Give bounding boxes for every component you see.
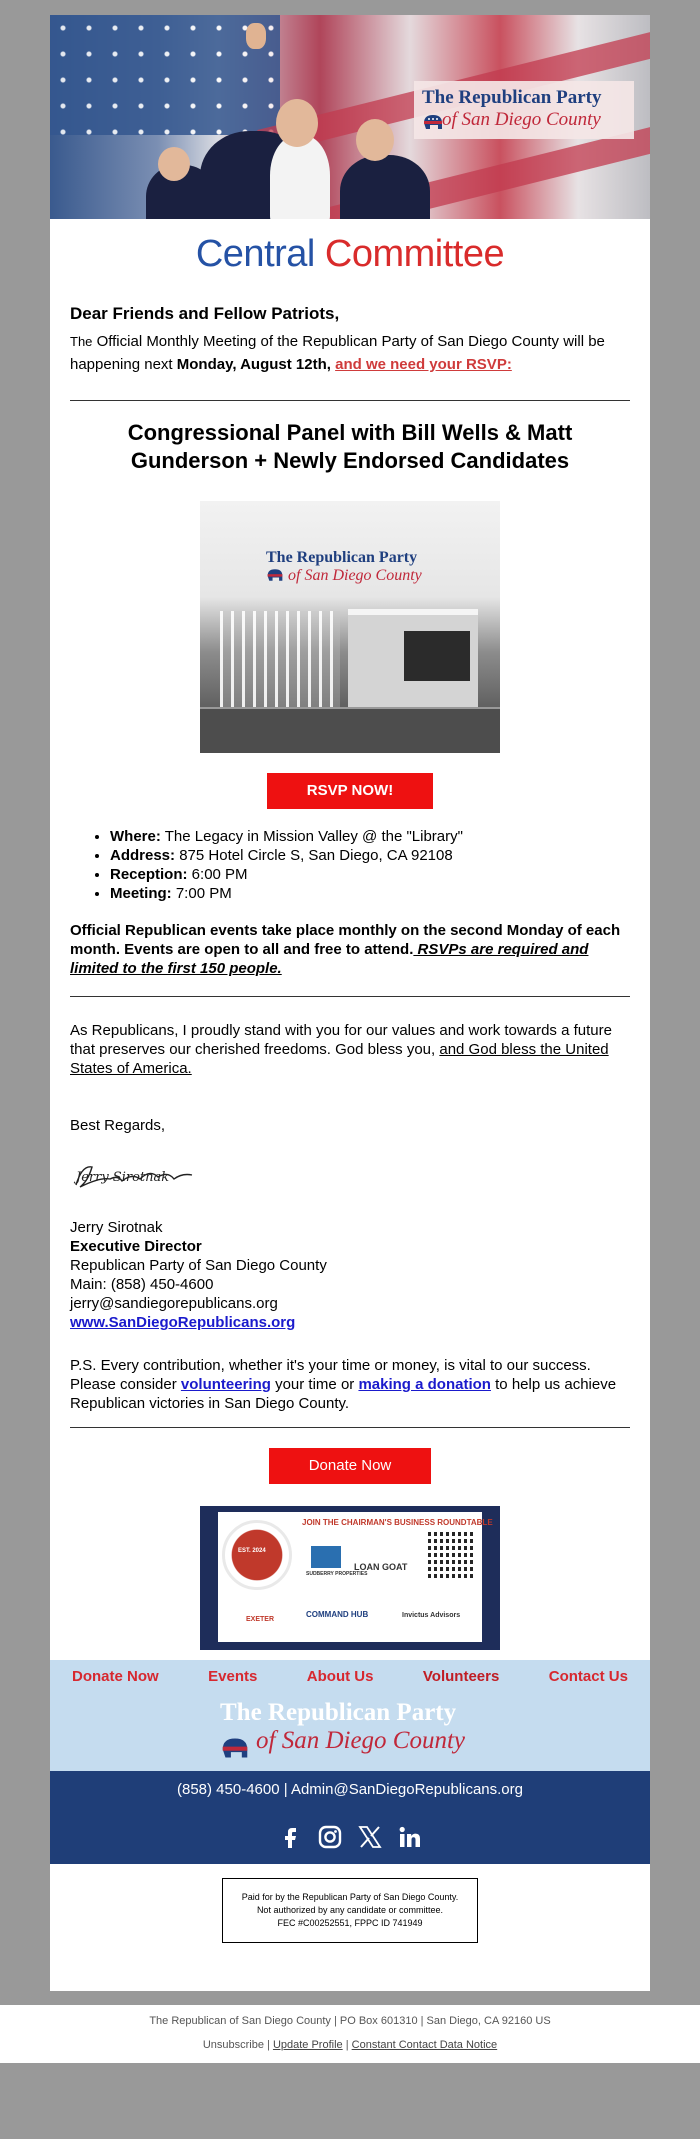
volunteering-link[interactable]: volunteering bbox=[180, 1376, 271, 1393]
x-icon[interactable] bbox=[357, 1824, 383, 1850]
nav-events[interactable]: Events bbox=[208, 1668, 258, 1685]
business-roundtable-banner[interactable]: EST. 2024 JOIN THE CHAIRMAN'S BUSINESS ROUNDTABLE SUDBERRY PROPERTIES LOAN GOAT EXETER COMMAND HUB Invictus Advisors bbox=[200, 1506, 500, 1650]
facebook-icon[interactable] bbox=[277, 1824, 303, 1850]
rsvp-link[interactable]: and we need your RSVP: bbox=[335, 356, 512, 373]
raised-fist bbox=[246, 23, 266, 49]
donation-link[interactable]: making a donation bbox=[358, 1376, 491, 1393]
divider bbox=[70, 996, 630, 997]
elephant-icon bbox=[422, 111, 444, 133]
website-link[interactable]: www.SanDiegoRepublicans.org bbox=[70, 1314, 296, 1331]
detail-address: • Address: 875 Hotel Circle S, San Diego, CA 92108 bbox=[110, 846, 630, 865]
logo-line1: The Republican Party bbox=[422, 87, 602, 108]
detail-reception: • Reception: 6:00 PM bbox=[110, 865, 630, 884]
sponsor-logo: SUDBERRY PROPERTIES bbox=[306, 1546, 346, 1577]
donate-now-button[interactable]: Donate Now bbox=[269, 1448, 431, 1484]
roundtable-seal bbox=[222, 1520, 292, 1590]
sponsor-logo: COMMAND HUB bbox=[306, 1610, 369, 1619]
nav-volunteers[interactable]: Volunteers bbox=[422, 1668, 500, 1685]
footer-logo: The Republican Party of San Diego County bbox=[220, 1699, 480, 1763]
roundtable-title: JOIN THE CHAIRMAN'S BUSINESS ROUNDTABLE bbox=[302, 1518, 493, 1527]
logo-line2: of San Diego County bbox=[442, 109, 601, 130]
paid-for-disclaimer: Paid for by the Republican Party of San Diego County. Not authorized by any candidate or committee. FEC #C00252551, FPPC ID 741949 bbox=[222, 1878, 478, 1943]
greeting: Dear Friends and Fellow Patriots, bbox=[70, 304, 340, 323]
instagram-icon[interactable] bbox=[317, 1824, 343, 1850]
venue-photo bbox=[200, 501, 500, 753]
footer-nav bbox=[50, 1660, 650, 1771]
event-title: Congressional Panel with Bill Wells & Matt Gunderson + Newly Endorsed Candidates bbox=[127, 420, 573, 473]
signer-phone: Main: (858) 450-4600 bbox=[70, 1276, 214, 1293]
agent-figure bbox=[340, 155, 430, 219]
ps-paragraph: P.S. Every contribution, whether it's your time or money, is vital to our success. Please consider volunteering your time or making a donation to help us achieve Republican victories in San Diego County. bbox=[70, 1357, 617, 1412]
detail-meeting: • Meeting: 7:00 PM bbox=[110, 884, 630, 903]
divider bbox=[70, 400, 630, 401]
signature-image bbox=[70, 1155, 200, 1195]
sponsor-logo: LOAN GOAT bbox=[354, 1562, 408, 1572]
signer-email[interactable]: jerry@sandiegorepublicans.org bbox=[70, 1295, 278, 1312]
elephant-icon bbox=[266, 566, 284, 584]
signer-org: Republican Party of San Diego County bbox=[70, 1257, 327, 1274]
signature-block bbox=[70, 1218, 630, 1332]
unsubscribe-link[interactable]: Unsubscribe bbox=[202, 2039, 264, 2051]
social-links bbox=[50, 1824, 650, 1850]
intro-paragraph: The Official Monthly Meeting of the Republican Party of San Diego County will be happening next Monday, August 12th, and we need your RSVP: bbox=[70, 333, 605, 373]
data-notice-link[interactable]: Constant Contact Data Notice bbox=[351, 2039, 498, 2051]
detail-where: • Where: The Legacy in Mission Valley @ the "Library" bbox=[110, 827, 630, 846]
contact-band bbox=[50, 1771, 650, 1864]
regards: Best Regards, bbox=[70, 1117, 166, 1134]
fountain bbox=[220, 611, 340, 711]
linkedin-icon[interactable] bbox=[397, 1824, 423, 1850]
footer-address: The Republican of San Diego County | PO Box 601310 | San Diego, CA 92160 US bbox=[149, 2015, 551, 2027]
update-profile-link[interactable]: Update Profile bbox=[272, 2039, 343, 2051]
official-events-note: Official Republican events take place monthly on the second Monday of each month. Events are open to all and free to attend. RSVPs are required and limited to the first 150 people. bbox=[70, 922, 621, 977]
contact-info: (858) 450-4600 | Admin@SanDiegoRepublicans.org bbox=[176, 1781, 523, 1798]
email-footer: The Republican of San Diego County | PO Box 601310 | San Diego, CA 92160 US Unsubscribe | Update Profile | Constant Contact Data Notice bbox=[0, 2005, 700, 2063]
rsvp-button[interactable]: RSVP NOW! bbox=[267, 773, 433, 809]
nav-about-us[interactable]: About Us bbox=[306, 1668, 374, 1685]
sponsor-logo: EXETER bbox=[246, 1616, 275, 1623]
venue-logo: The Republican Party of San Diego County bbox=[266, 549, 422, 584]
event-details bbox=[110, 827, 630, 903]
signer-role: Executive Director bbox=[70, 1238, 202, 1255]
elephant-icon bbox=[220, 1733, 250, 1763]
email-card bbox=[50, 15, 650, 1991]
sponsor-logo: Invictus Advisors bbox=[402, 1612, 461, 1619]
republican-party-logo bbox=[414, 81, 634, 139]
svg-text:Jerry Sirotnak: Jerry Sirotnak bbox=[76, 1170, 170, 1185]
hero-banner bbox=[50, 15, 650, 219]
page-title: Central Committee bbox=[195, 233, 505, 275]
signer-name: Jerry Sirotnak bbox=[70, 1219, 163, 1236]
nav-contact-us[interactable]: Contact Us bbox=[548, 1668, 628, 1685]
divider bbox=[70, 1427, 630, 1428]
closing-paragraph: As Republicans, I proudly stand with you for our values and work towards a future that preserves our cherished freedoms. God bless you, and God bless the United States of America. bbox=[70, 1022, 612, 1077]
nav-donate-now[interactable]: Donate Now bbox=[72, 1668, 159, 1685]
